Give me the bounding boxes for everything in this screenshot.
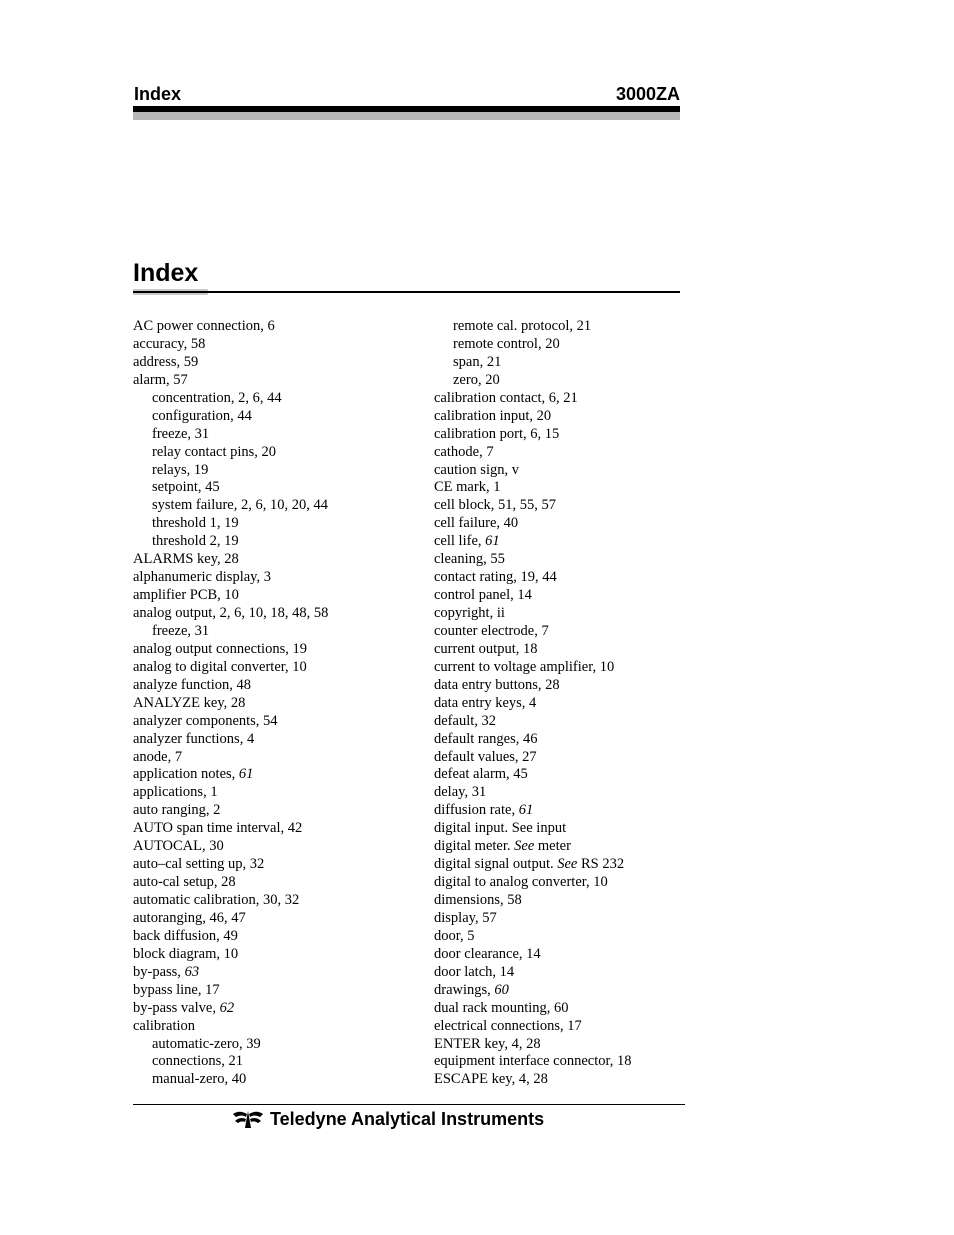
index-entry: calibration [133, 1017, 196, 1034]
index-subentry: threshold 2, 19 [152, 533, 239, 550]
index-entry: data entry buttons, 28 [434, 676, 560, 693]
index-entry: control panel, 14 [434, 587, 532, 604]
index-column-left [133, 318, 328, 1089]
index-entry: AUTOCAL, 30 [133, 838, 224, 855]
index-entry: calibration input, 20 [434, 407, 552, 424]
index-entry: analyzer functions, 4 [133, 730, 255, 747]
index-subentry: connections, 21 [152, 1053, 244, 1070]
index-entry: anode, 7 [133, 748, 183, 765]
footer-rule [133, 1104, 685, 1105]
index-entry: calibration port, 6, 15 [434, 425, 560, 442]
index-entry: block diagram, 10 [133, 945, 239, 962]
index-subentry: remote cal. protocol, 21 [453, 318, 592, 334]
index-entry: current output, 18 [434, 640, 538, 657]
index-entry: electrical connections, 17 [434, 1017, 582, 1034]
index-entry: applications, 1 [133, 784, 218, 801]
index-entry: ALARMS key, 28 [133, 551, 239, 568]
index-entry: default values, 27 [434, 748, 537, 765]
index-entry: alphanumeric display, 3 [133, 569, 271, 586]
index-entry: digital to analog converter, 10 [434, 874, 608, 891]
teledyne-logo-icon [232, 1108, 264, 1130]
page-footer [232, 1106, 544, 1132]
index-entry: default ranges, 46 [434, 730, 538, 747]
header-section-title: Index [134, 84, 182, 104]
index-entry: autoranging, 46, 47 [133, 909, 246, 926]
index-entry: automatic calibration, 30, 32 [133, 892, 300, 908]
index-entry: by-pass, 63 [133, 963, 200, 980]
index-entry: ENTER key, 4, 28 [434, 1035, 541, 1052]
index-subentry: remote control, 20 [453, 335, 560, 352]
index-entry: cleaning, 55 [434, 551, 505, 568]
index-entry: cell life, 61 [434, 533, 500, 550]
index-entry: digital signal output. See RS 232 [434, 856, 625, 873]
index-entry: door latch, 14 [434, 963, 515, 980]
index-entry: cell failure, 40 [434, 515, 519, 532]
index-entry: diffusion rate, 61 [434, 802, 534, 819]
index-entry: analog output connections, 19 [133, 640, 307, 657]
index-subentry: system failure, 2, 6, 10, 20, 44 [152, 497, 328, 514]
index-entry: ANALYZE key, 28 [133, 694, 246, 711]
index-entry: bypass line, 17 [133, 981, 220, 998]
index-entry: CE mark, 1 [434, 479, 501, 496]
index-entry: cathode, 7 [434, 443, 494, 460]
index-entry: counter electrode, 7 [434, 622, 549, 639]
index-entry: default, 32 [434, 712, 497, 729]
index-entry: door, 5 [434, 927, 475, 944]
index-entry: copyright, ii [434, 605, 505, 621]
index-entry: analog to digital converter, 10 [133, 658, 307, 675]
index-subentry: configuration, 44 [152, 407, 252, 424]
index-entry: drawings, 60 [434, 981, 509, 998]
index-entry: back diffusion, 49 [133, 927, 238, 944]
index-entry: display, 57 [434, 909, 497, 926]
index-entry: dual rack mounting, 60 [434, 999, 569, 1016]
index-entry: application notes, 61 [133, 766, 254, 783]
index-entry: current to voltage amplifier, 10 [434, 658, 615, 675]
index-entry: digital input. See input [434, 820, 567, 837]
title-rule [133, 291, 680, 293]
index-entry: door clearance, 14 [434, 945, 541, 962]
index-entry: analyzer components, 54 [133, 712, 278, 729]
index-entry: alarm, 57 [133, 371, 188, 388]
index-subentry: relays, 19 [152, 461, 209, 478]
index-subentry: threshold 1, 19 [152, 515, 239, 532]
index-subentry: concentration, 2, 6, 44 [152, 389, 282, 406]
index-column-right [434, 318, 632, 1089]
index-subentry: manual-zero, 40 [152, 1071, 247, 1088]
index-entry: analog output, 2, 6, 10, 18, 48, 58 [133, 605, 329, 621]
index-subentry: zero, 20 [453, 371, 500, 388]
footer-company-name: Teledyne Analytical Instruments [270, 1108, 545, 1129]
running-header [133, 83, 680, 107]
page-title: Index [133, 259, 199, 287]
header-model-number: 3000ZA [615, 84, 680, 104]
index-entry: dimensions, 58 [434, 892, 522, 908]
index-entry: delay, 31 [434, 784, 487, 801]
index-entry: caution sign, v [434, 461, 519, 478]
index-subentry: relay contact pins, 20 [152, 443, 277, 460]
index-entry: cell block, 51, 55, 57 [434, 497, 557, 514]
index-entry: data entry keys, 4 [434, 694, 537, 711]
index-entry: calibration contact, 6, 21 [434, 389, 578, 406]
index-entry: AC power connection, 6 [133, 318, 275, 334]
index-entry: auto–cal setting up, 32 [133, 856, 265, 873]
index-subentry: setpoint, 45 [152, 479, 220, 496]
index-entry: contact rating, 19, 44 [434, 569, 557, 586]
header-rule-gray [133, 112, 680, 120]
index-entry: analyze function, 48 [133, 676, 251, 693]
index-entry: ESCAPE key, 4, 28 [434, 1071, 548, 1088]
index-entry: AUTO span time interval, 42 [133, 820, 303, 837]
index-entry: equipment interface connector, 18 [434, 1053, 632, 1070]
index-subentry: automatic-zero, 39 [152, 1035, 261, 1052]
index-entry: digital meter. See meter [434, 838, 571, 855]
index-entry: auto-cal setup, 28 [133, 874, 236, 891]
index-entry: accuracy, 58 [133, 335, 206, 352]
index-subentry: span, 21 [453, 353, 502, 370]
index-entry: by-pass valve, 62 [133, 999, 235, 1016]
index-subentry: freeze, 31 [152, 425, 210, 442]
index-entry: auto ranging, 2 [133, 802, 221, 819]
index-subentry: freeze, 31 [152, 622, 210, 639]
index-entry: address, 59 [133, 353, 199, 370]
index-entry: defeat alarm, 45 [434, 766, 528, 783]
index-entry: amplifier PCB, 10 [133, 587, 239, 604]
